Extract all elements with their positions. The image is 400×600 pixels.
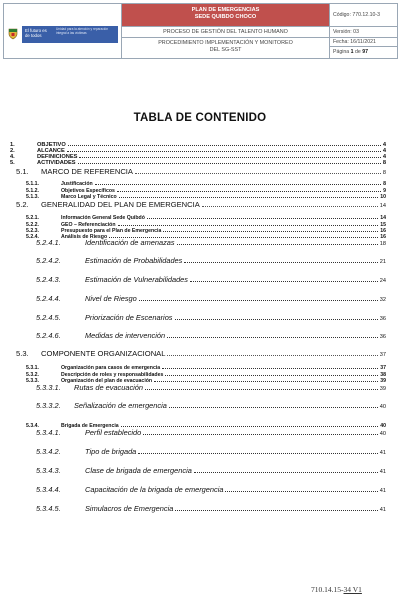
toc-entry[interactable] (36, 275, 386, 284)
toc-entry-title: Justificación (61, 181, 93, 187)
toc-dot-leader (78, 163, 381, 164)
toc-entry-number: 5.3.4.1. (36, 428, 61, 437)
toc-entry-page: 21 (379, 259, 386, 265)
toc-entry-number: 5.2.3. (26, 228, 39, 234)
toc-entry-title: COMPONENTE ORGANIZACIONAL (41, 349, 166, 358)
document-date: Fecha: 16/11/2021 (330, 37, 397, 46)
toc-heading: TABLA DE CONTENIDO (133, 112, 267, 124)
toc-entry-title: MARCO DE REFERENCIA (41, 167, 133, 176)
toc-entry-page: 15 (380, 222, 386, 228)
toc-entry-title: ACTIVIDADES (37, 160, 76, 166)
toc-dot-leader (139, 300, 378, 301)
toc-entry-number: 5.3.4. (26, 423, 39, 429)
toc-entry-page: 36 (379, 334, 386, 340)
toc-entry[interactable] (16, 167, 386, 176)
toc-entry-page: 18 (379, 241, 386, 247)
toc-dot-leader (177, 244, 378, 245)
toc-entry-page: 9 (383, 188, 386, 194)
toc-entry-title: Estimación de Probabilidades (85, 256, 183, 265)
toc-dot-leader (175, 510, 377, 511)
toc-entry-page: 40 (379, 431, 386, 437)
document-header (3, 3, 398, 59)
procedure-line-2: DEL SG-SST (209, 47, 242, 53)
toc-entry[interactable] (36, 504, 386, 513)
procedure-name (122, 37, 330, 58)
toc-entry-number: 5.2.4.5. (36, 313, 61, 322)
title-line-1: PLAN DE EMERGENCIAS (191, 7, 260, 13)
toc-entry-title: GENERALIDAD DEL PLAN DE EMERGENCIA (41, 200, 200, 209)
toc-entry-title: Identificación de amenazas (85, 238, 175, 247)
toc-entry-number: 5.1.1. (26, 181, 39, 187)
toc-dot-leader (165, 375, 378, 376)
toc-entry-title: Capacitación de la brigada de emergencia (85, 485, 224, 494)
toc-entry-number: 5.3.3. (26, 378, 39, 384)
toc-dot-leader (184, 262, 377, 263)
government-logo-banner (22, 26, 118, 43)
toc-entry-title: Análisis de Riesgo (61, 234, 108, 240)
toc-entry-number: 5.2. (16, 200, 29, 209)
toc-entry-number: 5.2.4.4. (36, 294, 61, 303)
toc-entry-title: Tipo de brigada (85, 447, 137, 456)
toc-entry[interactable] (26, 365, 386, 371)
toc-entry[interactable] (26, 215, 386, 221)
toc-dot-leader (162, 368, 378, 369)
page-current: 1 (350, 49, 354, 55)
toc-dot-leader (68, 145, 381, 146)
page-of: de (354, 49, 361, 55)
process-name: PROCESO DE GESTIÓN DEL TALENTO HUMANO (122, 26, 330, 37)
toc-entry-page: 4 (382, 148, 386, 154)
toc-dot-leader (154, 381, 378, 382)
toc-entry-page: 24 (379, 278, 386, 284)
toc-entry-page: 40 (380, 423, 386, 429)
toc-entry-number: 5.1. (16, 167, 29, 176)
toc-dot-leader (147, 218, 378, 219)
toc-entry-title: GEO – Referenciación (61, 222, 116, 228)
toc-entry-number: 5. (10, 160, 15, 166)
logo-cell (4, 4, 122, 58)
toc-entry[interactable] (36, 466, 386, 475)
toc-entry[interactable] (16, 200, 386, 209)
toc-entry[interactable] (36, 238, 386, 247)
toc-dot-leader (135, 173, 381, 174)
toc-dot-leader (175, 319, 378, 320)
toc-entry[interactable] (16, 349, 386, 358)
toc-entry-number: 5.2.4.6. (36, 331, 61, 340)
toc-entry-number: 5.2.4.2. (36, 256, 61, 265)
logo-entity-name: Unidad para la atención y reparación integral a las víctimas (56, 27, 109, 35)
toc-dot-leader (202, 206, 378, 207)
toc-entry-number: 5.3.4.3. (36, 466, 61, 475)
toc-dot-leader (194, 472, 378, 473)
page-indicator (330, 46, 397, 58)
toc-entry-number: 5.2.4.3. (36, 275, 61, 284)
toc-entry-title: Clase de brigada de emergencia (85, 466, 192, 475)
toc-dot-leader (190, 281, 378, 282)
toc-dot-leader (118, 225, 379, 226)
toc-entry[interactable] (36, 428, 386, 437)
toc-entry[interactable] (10, 160, 386, 166)
toc-entry-title: Rutas de evacuación (74, 383, 144, 392)
toc-entry-page: 8 (382, 160, 386, 166)
toc-entry-page: 38 (380, 372, 386, 378)
toc-entry-number: 5.3.3.1. (36, 383, 61, 392)
toc-entry-page: 8 (383, 181, 386, 187)
toc-entry-page: 4 (382, 154, 386, 160)
toc-dot-leader (143, 434, 377, 435)
toc-dot-leader (79, 157, 380, 158)
toc-dot-leader (121, 426, 379, 427)
toc-entry-title: Presupuesto para el Plan de Emergencia (61, 228, 162, 234)
toc-entry-title: Estimación de Vulnerabilidades (85, 275, 188, 284)
toc-dot-leader (117, 191, 381, 192)
toc-entry-number: 5.3.4.4. (36, 485, 61, 494)
toc-dot-leader (119, 197, 379, 198)
toc-entry-title: Priorización de Escenarios (85, 313, 173, 322)
toc-entry-page: 36 (379, 316, 386, 322)
toc-entry-page: 16 (380, 228, 386, 234)
toc-entry-number: 5.3.4.2. (36, 447, 61, 456)
document-reference-code (311, 585, 362, 594)
page-label: Página (333, 49, 350, 55)
toc-entry-page: 32 (379, 297, 386, 303)
toc-dot-leader (167, 337, 378, 338)
toc-entry-number: 4. (10, 154, 15, 160)
toc-dot-leader (163, 231, 378, 232)
toc-entry-page: 39 (379, 386, 386, 392)
toc-entry[interactable] (36, 313, 386, 322)
toc-dot-leader (138, 453, 377, 454)
toc-entry-page: 37 (379, 352, 386, 358)
document-version: Versión: 03 (330, 26, 397, 37)
toc-entry-number: 5.3.4.5. (36, 504, 61, 513)
toc-entry-title: Información General Sede Quibdó (61, 215, 145, 221)
ref-prefix: 710.14.15- (311, 585, 344, 594)
toc-entry-number: 5.1.2. (26, 188, 39, 194)
toc-entry[interactable] (36, 331, 386, 340)
toc-entry-number: 5.1.3. (26, 194, 39, 200)
toc-entry-page: 40 (379, 404, 386, 410)
toc-entry-title: Organización del plan de evacuación (61, 378, 153, 384)
toc-entry[interactable] (36, 447, 386, 456)
toc-entry-title: Marco Legal y Técnico (61, 194, 117, 200)
ref-version: 34 V1 (343, 585, 362, 594)
toc-entry-page: 16 (380, 234, 386, 240)
toc-entry-number: 5.3. (16, 349, 29, 358)
toc-entry-page: 14 (380, 215, 386, 221)
toc-entry-title: Simulacros de Emergencia (85, 504, 174, 513)
toc-entry[interactable] (36, 294, 386, 303)
toc-entry-title: Brigada de Emergencia (61, 423, 119, 429)
logo-slogan: El futuro es de todos (25, 28, 47, 38)
procedure-line-1: PROCEDIMIENTO IMPLEMENTACIÓN Y MONITOREO (158, 40, 293, 46)
toc-entry-title: Descripción de roles y responsabilidades (61, 372, 164, 378)
toc-entry-number: 5.2.2. (26, 222, 39, 228)
toc-entry-title: OBJETIVO (37, 142, 66, 148)
toc-entry-title: Medidas de intervención (85, 331, 166, 340)
toc-entry-title: Señalización de emergencia (74, 401, 167, 410)
toc-entry[interactable] (36, 485, 386, 494)
toc-dot-leader (95, 184, 381, 185)
title-line-2: SEDE QUIBDO CHOCO (194, 14, 257, 20)
toc-dot-leader (225, 491, 377, 492)
toc-entry-page: 41 (379, 507, 386, 513)
toc-entry-number: 5.3.2. (26, 372, 39, 378)
toc-entry-page: 8 (382, 170, 386, 176)
document-title (122, 4, 330, 26)
toc-entry[interactable] (36, 256, 386, 265)
page-total: 97 (362, 49, 368, 55)
toc-entry-page: 41 (379, 469, 386, 475)
toc-entry-title: ALCANCE (37, 148, 65, 154)
document-code: Código: 770.12.10-3 (333, 12, 381, 18)
coat-of-arms-icon (8, 28, 18, 40)
toc-entry-page: 37 (380, 365, 386, 371)
toc-dot-leader (169, 407, 378, 408)
toc-entry-number: 5.3.3.2. (36, 401, 61, 410)
toc-entry-page: 39 (380, 378, 386, 384)
toc-dot-leader (167, 355, 377, 356)
toc-entry-page: 41 (379, 488, 386, 494)
toc-entry-title: Organización para casos de emergencia (61, 365, 161, 371)
toc-entry-number: 1. (10, 142, 15, 148)
toc-entry-page: 14 (379, 203, 386, 209)
toc-entry-number: 2. (10, 148, 15, 154)
toc-entry-number: 5.3.1. (26, 365, 39, 371)
toc-entry-number: 5.2.4. (26, 234, 39, 240)
toc-entry-number: 5.2.4.1. (36, 238, 61, 247)
toc-entry[interactable] (26, 181, 386, 187)
toc-entry-page: 4 (382, 142, 386, 148)
toc-entry[interactable] (36, 401, 386, 410)
toc-entry-page: 41 (379, 450, 386, 456)
toc-dot-leader (67, 151, 381, 152)
toc-entry-title: Nivel de Riesgo (85, 294, 137, 303)
toc-entry-title: Perfil establecido (85, 428, 142, 437)
toc-entry-title: Objetivos Específicos (61, 188, 115, 194)
toc-entry-number: 5.2.1. (26, 215, 39, 221)
toc-entry[interactable] (36, 383, 386, 392)
toc-entry-page: 10 (380, 194, 386, 200)
toc-entry-title: DEFINICIONES (37, 154, 78, 160)
toc-dot-leader (145, 389, 378, 390)
